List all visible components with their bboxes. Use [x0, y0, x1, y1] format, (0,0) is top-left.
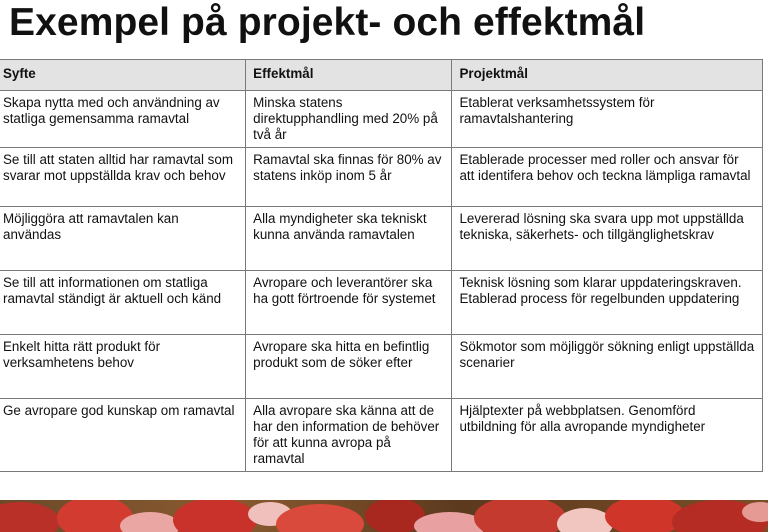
projektmal-cell: Teknisk lösning som klarar uppdateringskraven. Etablerad process för regelbunden uppdatering	[452, 271, 763, 335]
table-row	[0, 335, 763, 399]
table-header-row	[0, 60, 763, 91]
syfte-cell: Se till att staten alltid har ramavtal som svarar mot uppställda krav och behov	[0, 148, 246, 207]
syfte-cell: Ge avropare god kunskap om ramavtal	[0, 399, 246, 472]
projektmal-cell: Hjälptexter på webbplatsen. Genomförd utbildning för alla avropande myndigheter	[452, 399, 763, 472]
effektmal-cell: Avropare och leverantörer ska ha gott förtroende för systemet	[246, 271, 452, 335]
projektmal-cell: Levererad lösning ska svara upp mot uppställda tekniska, säkerhets- och tillgänglighetskrav	[452, 207, 763, 271]
column-header-effektmal: Effektmål	[246, 60, 452, 91]
effektmal-cell: Alla myndigheter ska tekniskt kunna använda ramavtalen	[246, 207, 452, 271]
projektmal-cell: Etablerat verksamhetssystem för ramavtalshantering	[452, 91, 763, 148]
table-row	[0, 91, 763, 148]
effektmal-cell: Avropare ska hitta en befintlig produkt som de söker efter	[246, 335, 452, 399]
effektmal-cell: Minska statens direktupphandling med 20% på två år	[246, 91, 452, 148]
decorative-flower-photo	[0, 500, 768, 532]
slide-title: Exempel på projekt- och effektmål	[9, 1, 646, 44]
goals-table	[0, 59, 763, 472]
projektmal-cell: Sökmotor som möjliggör sökning enligt uppställda scenarier	[452, 335, 763, 399]
column-header-projektmal: Projektmål	[452, 60, 763, 91]
projektmal-cell: Etablerade processer med roller och ansvar för att identifera behov och teckna lämpliga ramavtal	[452, 148, 763, 207]
syfte-cell: Skapa nytta med och användning av statliga gemensamma ramavtal	[0, 91, 246, 148]
effektmal-cell: Ramavtal ska finnas för 80% av statens inköp inom 5 år	[246, 148, 452, 207]
table-row	[0, 207, 763, 271]
syfte-cell: Se till att informationen om statliga ramavtal ständigt är aktuell och känd	[0, 271, 246, 335]
column-header-syfte: Syfte	[0, 60, 246, 91]
syfte-cell: Enkelt hitta rätt produkt för verksamhetens behov	[0, 335, 246, 399]
effektmal-cell: Alla avropare ska känna att de har den information de behöver för att kunna avropa på ramavtal	[246, 399, 452, 472]
table-row	[0, 271, 763, 335]
table-row	[0, 399, 763, 472]
table-row	[0, 148, 763, 207]
syfte-cell: Möjliggöra att ramavtalen kan användas	[0, 207, 246, 271]
